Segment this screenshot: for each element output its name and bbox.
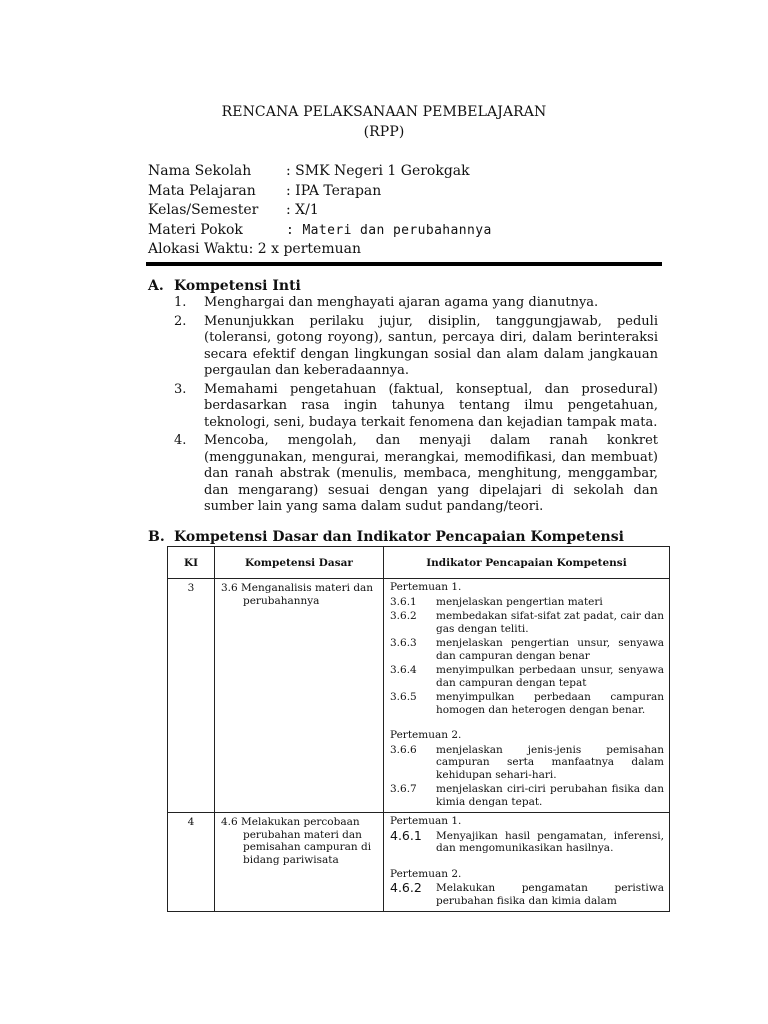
- list-text: Menghargai dan menghayati ajaran agama yang dianutnya.: [204, 295, 599, 310]
- indicator-code: 3.6.6: [390, 743, 417, 756]
- indicator-text: menjelaskan jenis-jenis pemisahan campuran serta manfaatnya dalam kehidupan sehari-hari.: [436, 743, 664, 781]
- meeting-block: [390, 815, 664, 855]
- indicator-text: membedakan sifat-sifat zat padat, cair dan gas dengan teliti.: [436, 610, 664, 635]
- section-title: Kompetensi Inti: [174, 278, 301, 294]
- indicator-text: menyimpulkan perbedaan unsur, senyawa dan campuran dengan tepat: [436, 664, 664, 689]
- indicator-code: 3.6.3: [390, 637, 417, 649]
- indicator-text: menjelaskan pengertian unsur, senyawa dan campuran dengan benar: [436, 637, 664, 662]
- cell-kd: [215, 813, 384, 912]
- header-divider: [146, 262, 662, 266]
- indicator-text: Melakukan pengamatan peristiwa perubahan fisika dan kimia dalam: [436, 882, 664, 907]
- identity-label: Kelas/Semester: [148, 202, 259, 218]
- indicator-code: 4.6.1: [390, 827, 422, 843]
- identity-value: : X/1: [286, 202, 319, 218]
- document-title: RENCANA PELAKSANAAN PEMBELAJARAN: [221, 104, 547, 120]
- indicator-item: [390, 596, 664, 609]
- kd-text: 3.6 Menganalisis materi dan perubahannya: [221, 582, 374, 607]
- list-text: Memahami pengetahuan (faktual, konseptual, dan prosedural) berdasarkan rasa ingin tahunya tentang ilmu pengetahuan, teknologi, seni, budaya terkait fenomena dan kejadian tampak mata.: [204, 381, 658, 430]
- section-a-heading: [148, 278, 301, 294]
- table-row: [168, 813, 670, 912]
- identity-value: : SMK Negeri 1 Gerokgak: [286, 163, 470, 179]
- kd-text: 4.6 Melakukan percobaan perubahan materi dan pemisahan campuran di bidang pariwisata: [221, 816, 372, 866]
- cell-ki: 3: [168, 579, 215, 813]
- section-title: Kompetensi Dasar dan Indikator Pencapaian Kompetensi: [174, 529, 624, 545]
- indicator-code: 3.6.4: [390, 664, 417, 676]
- indicator-item: [390, 827, 664, 855]
- section-letter: A.: [148, 278, 164, 294]
- indicator-code: 3.6.5: [390, 691, 417, 703]
- indicator-item: [390, 783, 664, 808]
- indicator-text: menjelaskan pengertian materi: [436, 595, 603, 608]
- indicator-code: 3.6.1: [390, 595, 417, 608]
- column-header-kd: Kompetensi Dasar: [215, 547, 384, 579]
- list-item: [174, 433, 658, 516]
- identity-value: : IPA Terapan: [286, 182, 382, 199]
- meeting-label: Pertemuan 1.: [390, 815, 462, 827]
- indicator-code: 4.6.2: [390, 880, 422, 895]
- list-item: [174, 295, 658, 312]
- section-letter: B.: [148, 529, 165, 545]
- list-number: 4.: [174, 433, 187, 448]
- section-b-heading: [148, 529, 624, 545]
- meeting-label: Pertemuan 2.: [390, 729, 462, 741]
- indicator-item: [390, 637, 664, 662]
- list-number: 3.: [174, 381, 187, 397]
- list-text: Menunjukkan perilaku jujur, disiplin, tanggungjawab, peduli (toleransi, gotong royong), santun, percaya diri, dalam berinteraksi secara efektif dengan lingkungan sosial dan alam dalam jangkauan pergaulan dan keberadaannya.: [204, 313, 658, 378]
- meeting-label: Pertemuan 2.: [390, 867, 462, 880]
- identity-label: Nama Sekolah: [148, 163, 252, 179]
- indicator-code: 3.6.7: [390, 783, 417, 795]
- list-number: 2.: [174, 313, 187, 329]
- list-item: [174, 382, 658, 432]
- identity-value: : Materi dan perubahannya: [286, 222, 492, 238]
- document-subtitle: (RPP): [363, 124, 405, 140]
- indicator-text: Menyajikan hasil pengamatan, inferensi, dan mengomunikasikan hasilnya.: [436, 829, 664, 854]
- table-header-row: [168, 547, 670, 579]
- column-header-ki: KI: [168, 547, 215, 579]
- indicator-item: [390, 664, 664, 689]
- indicator-item: [390, 882, 664, 907]
- indicator-code: 3.6.2: [390, 610, 417, 622]
- indicator-text: menyimpulkan perbedaan campuran homogen dan heterogen dengan benar.: [436, 691, 664, 716]
- cell-indicators: [384, 813, 670, 912]
- identity-label: Materi Pokok: [148, 221, 243, 238]
- identity-label: Alokasi Waktu: 2 x pertemuan: [148, 241, 361, 257]
- indicator-item: [390, 744, 664, 782]
- kompetensi-inti-list: [174, 295, 658, 518]
- meeting-block: [390, 581, 664, 716]
- meeting-block: [390, 729, 664, 808]
- identity-label: Mata Pelajaran: [148, 182, 256, 199]
- cell-indicators: [384, 579, 670, 813]
- meeting-label: Pertemuan 1.: [390, 581, 462, 593]
- indicator-item: [390, 610, 664, 635]
- indicator-item: [390, 691, 664, 716]
- indicator-text: menjelaskan ciri-ciri perubahan fisika dan kimia dengan tepat.: [436, 783, 664, 808]
- list-number: 1.: [174, 295, 187, 310]
- meeting-block: [390, 868, 664, 908]
- list-text: Mencoba, mengolah, dan menyaji dalam ranah konkret (menggunakan, mengurai, merangkai, memodifikasi, dan membuat) dan ranah abstrak (menulis, membaca, menghitung, menggambar, dan mengarang) sesuai dengan yang dipelajari di sekolah dan sumber lain yang sama dalam sudut pandang/teori.: [204, 433, 658, 514]
- column-header-indicator: Indikator Pencapaian Kompetensi: [384, 547, 670, 579]
- cell-kd: [215, 579, 384, 813]
- cell-ki: 4: [168, 813, 215, 912]
- competency-table: [167, 546, 670, 912]
- table-row: [168, 579, 670, 813]
- list-item: [174, 314, 658, 380]
